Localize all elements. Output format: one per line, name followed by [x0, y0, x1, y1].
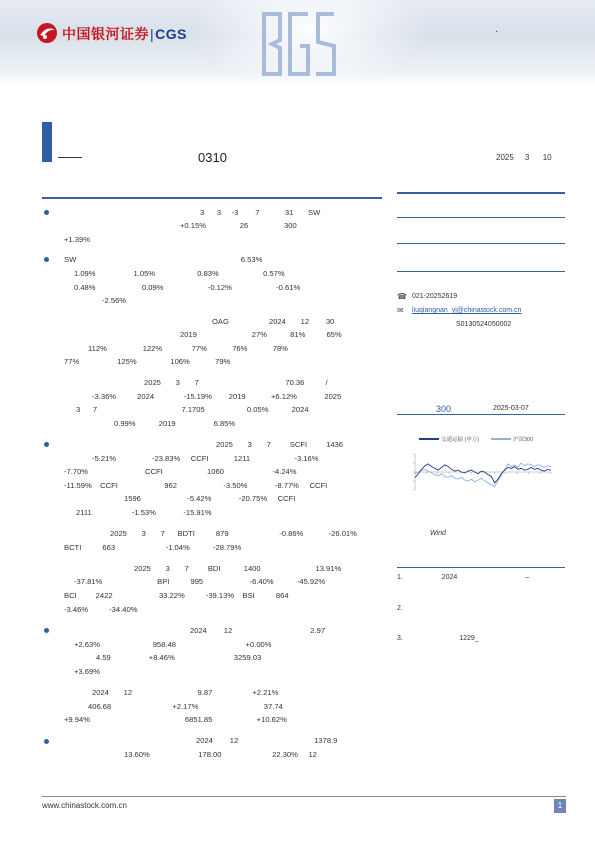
title-accent-bar [42, 122, 52, 162]
body-line: -3.36% 2024 -15.19% 2019 +6.12% 2025 [92, 392, 342, 401]
series-line [415, 463, 551, 486]
body-line: 2025 3 7 70.36 / [144, 378, 328, 387]
chart-date: 2025-03-07 [493, 405, 529, 412]
note-item: 1. 2024 – [397, 574, 530, 581]
body-line: OAG 2024 12 30 [212, 317, 335, 326]
side-divider [397, 271, 565, 272]
body-line: 13.60% 178.00 22.30% 12 [124, 750, 317, 759]
report-title: 0310 [198, 150, 227, 165]
body-line: +9.94% 6851.85 +10.62% [64, 715, 287, 724]
bullet-icon [44, 210, 49, 215]
chart-source: Wind [430, 530, 446, 537]
body-line: 1596 -5.42% -20.75% CCFI [124, 494, 296, 503]
body-line: BCTI 663 -1.04% -28.79% [64, 543, 242, 552]
analyst-license: S0130524050002 [456, 321, 512, 328]
body-line: -5.21% -23.83% CCFI 1211 -3.16% [92, 454, 319, 463]
bullet-icon [44, 257, 49, 262]
body-line: -3.46% -34.40% [64, 605, 138, 614]
side-column-rule [397, 192, 565, 194]
brand-separator: | [150, 26, 155, 42]
chart-rule [397, 414, 565, 415]
body-line: -7.70% CCFI 1060 -4.24% [64, 467, 297, 476]
header-dot: · [495, 26, 499, 37]
side-divider [397, 217, 565, 218]
legend-label: 沪深300 [513, 437, 534, 443]
body-line: -2.56% [102, 296, 127, 305]
analyst-phone: 021-20252619 [412, 293, 458, 300]
brand-name-en: CGS [155, 26, 187, 42]
legend-label: 交通运输 (申万) [441, 437, 480, 443]
body-line: -37.81% BPI 995 -6.40% -45.92% [74, 577, 326, 586]
body-line: 1.09% 1.05% 0.83% 0.57% [74, 269, 285, 278]
main-column-rule [42, 197, 382, 199]
brand-name-cn: 中国银河证券 [62, 26, 149, 42]
body-line: BCI 2422 33.22% -39.13% BSI 864 [64, 591, 289, 600]
brand-logo-text [62, 24, 187, 44]
bullet-icon [44, 739, 49, 744]
body-line: 2025 3 7 BDI 1400 13.91% [134, 564, 342, 573]
body-line: 3 7 7.1705 0.05% 2024 [76, 405, 309, 414]
body-line: 0.99% 2019 6.85% [114, 419, 236, 428]
body-line: 112% 122% 77% 76% 78% [88, 344, 288, 353]
footer-url[interactable]: www.chinastock.com.cn [42, 801, 127, 810]
mail-icon: ✉ [397, 306, 404, 315]
bullet-icon [44, 628, 49, 633]
body-line: 2024 12 2.97 [190, 626, 326, 635]
body-line: +2.63% 958.48 +0.00% [74, 640, 272, 649]
body-line: 2025 3 7 SCFI 1436 [216, 440, 344, 449]
bullet-icon [44, 442, 49, 447]
index-performance-chart [405, 430, 555, 522]
chart-title: 300 [436, 404, 452, 414]
side-divider [397, 243, 565, 244]
body-line: +3.69% [74, 667, 100, 676]
page-number: 1 [554, 799, 566, 813]
body-line: 2024 12 1378.9 [196, 736, 338, 745]
body-line: 2019 27% 81% 65% [180, 330, 342, 339]
note-item: 3. 1229_ [397, 635, 479, 642]
body-line: 2024 12 9.87 +2.21% [92, 688, 279, 697]
body-line: 2111 -1.53% -15.91% [76, 508, 212, 517]
analyst-email-link[interactable]: liuqiangnan_yj@chinastock.com.cn [412, 307, 522, 314]
body-line: 4.59 +8.46% 3259.03 [96, 653, 262, 662]
body-line: 406.68 +2.17% 37.74 [88, 702, 283, 711]
body-line: +0.15% 26 300 [180, 221, 297, 230]
notes-divider [397, 567, 565, 568]
body-line: +1.39% [64, 235, 90, 244]
cgs-logo-icon [36, 22, 58, 44]
title-dash [58, 157, 82, 158]
body-line: 2025 3 7 BDTI 879 -0.86% -26.01% [110, 529, 357, 538]
report-date: 2025 3 10 [496, 153, 552, 162]
footer-rule [42, 796, 566, 797]
body-line: 3 3 -3 7 31 SW [200, 208, 321, 217]
body-line: 0.48% 0.09% -0.12% -0.61% [74, 283, 301, 292]
phone-icon: ☎ [397, 292, 407, 301]
note-item: 2. [397, 605, 403, 612]
body-line: -11.59% CCFI 962 -3.50% -8.77% CCFI [64, 481, 328, 490]
body-line: 77% 125% 106% 79% [64, 357, 231, 366]
body-line: SW 6.53% [64, 255, 263, 264]
cgs-watermark-icon [258, 4, 338, 80]
